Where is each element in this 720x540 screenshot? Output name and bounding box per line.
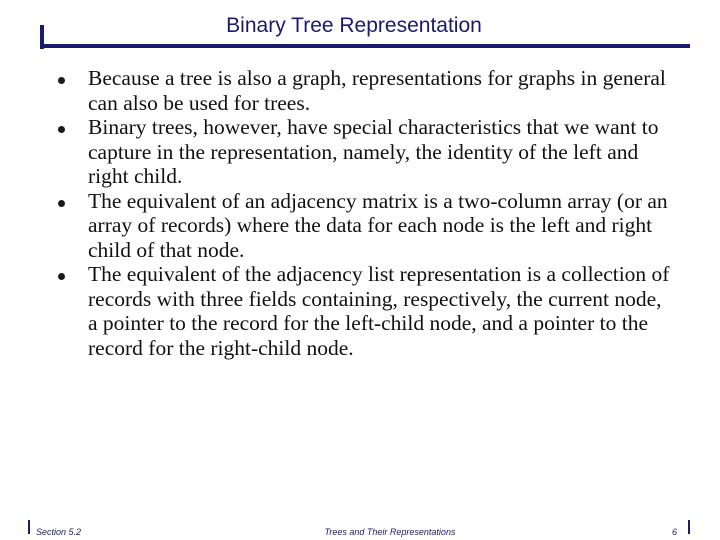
bullet-item xyxy=(56,66,676,115)
bullet-text: Binary trees, however, have special characteristics that we want to capture in the representation, namely, the identity of the left and right child. xyxy=(88,115,659,188)
bullet-item xyxy=(56,262,676,360)
footer-topic: Trees and Their Representations xyxy=(324,527,456,537)
bullet-text: The equivalent of an adjacency matrix is a two-column array (or an array of records) where the data for each node is the left and right child of that node. xyxy=(88,188,668,262)
bullet-list xyxy=(56,66,676,360)
bullet-dot-icon xyxy=(58,200,65,207)
bullet-dot-icon xyxy=(58,77,65,84)
footer-tick-right xyxy=(688,520,690,534)
bullet-item xyxy=(56,115,676,189)
slide-title: Binary Tree Representation xyxy=(226,14,482,37)
bullet-dot-icon xyxy=(58,273,65,280)
bullet-text: Because a tree is also a graph, representations for graphs in general can also be used for trees. xyxy=(88,66,666,115)
bullet-text: The equivalent of the adjacency list representation is a collection of records with three fields containing, respectively, the current node, a pointer to the record for the left-child node, and a pointer to the record for the right-child node. xyxy=(88,262,670,360)
title-rule-horizontal xyxy=(40,44,690,48)
bullet-dot-icon xyxy=(58,126,65,133)
footer-section: Section 5.2 xyxy=(36,527,82,537)
bullet-item xyxy=(56,189,676,263)
footer-page-number: 6 xyxy=(672,527,678,537)
